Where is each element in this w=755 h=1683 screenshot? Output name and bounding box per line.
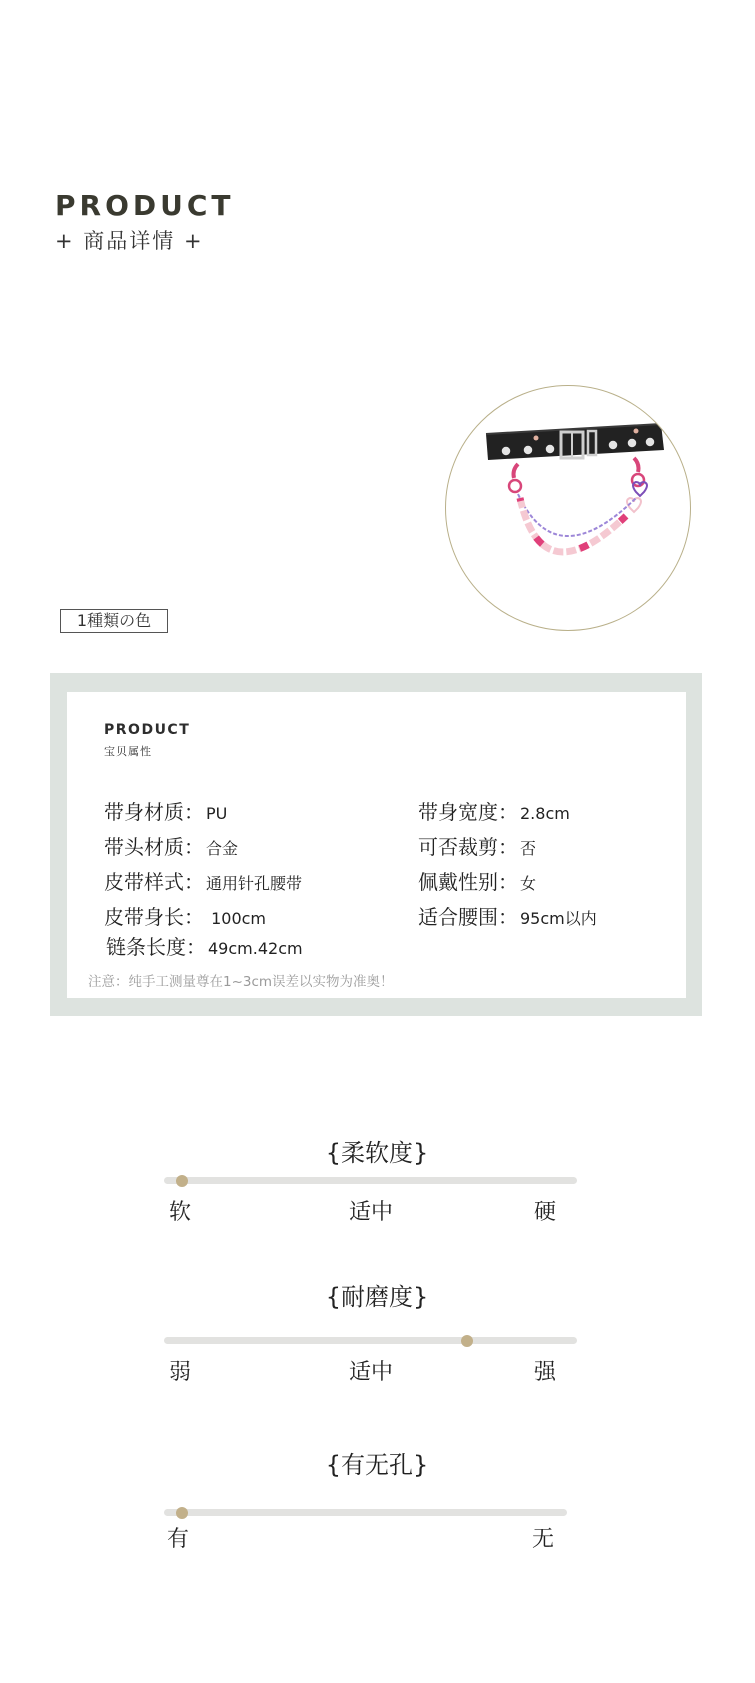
spec-label: 皮带样式： bbox=[104, 870, 204, 894]
spec-value: 合金 bbox=[206, 839, 239, 858]
spec-row bbox=[106, 935, 303, 961]
holes-track bbox=[164, 1509, 567, 1516]
scale-label-low: 弱 bbox=[169, 1360, 192, 1385]
spec-row bbox=[104, 800, 227, 826]
spec-label: 佩戴性别： bbox=[418, 870, 518, 894]
scale-label-no: 无 bbox=[532, 1527, 555, 1552]
spec-label: 带身宽度： bbox=[418, 800, 518, 824]
spec-value: 49cm.42cm bbox=[208, 939, 303, 958]
scale-label-high: 强 bbox=[534, 1360, 557, 1385]
spec-label: 皮带身长： bbox=[104, 905, 204, 929]
spec-row bbox=[418, 800, 570, 826]
spec-value: 100cm bbox=[206, 909, 267, 928]
spec-label: 带身材质： bbox=[104, 800, 204, 824]
spec-row bbox=[418, 870, 536, 896]
spec-value: 95cm以内 bbox=[520, 909, 597, 928]
measurement-note: 注意：纯手工测量尊在1~3cm误差以实物为准奥！ bbox=[88, 974, 394, 990]
holes-indicator bbox=[176, 1507, 188, 1519]
spec-row bbox=[418, 905, 597, 931]
abrasion-track bbox=[164, 1337, 577, 1344]
softness-track bbox=[164, 1177, 577, 1184]
specs-title: PRODUCT bbox=[104, 722, 191, 738]
specs-subtitle: 宝贝属性 bbox=[104, 745, 152, 758]
spec-value: 女 bbox=[520, 874, 537, 893]
spec-row bbox=[418, 835, 536, 861]
scale-label-yes: 有 bbox=[167, 1527, 190, 1552]
spec-row bbox=[104, 835, 238, 861]
spec-label: 链条长度： bbox=[106, 935, 206, 959]
scale-label-mid: 适中 bbox=[349, 1200, 394, 1225]
page-subtitle: + 商品详情 + bbox=[55, 229, 204, 253]
color-option-tag[interactable]: 1種類の色 bbox=[60, 609, 168, 633]
spec-label: 带头材质： bbox=[104, 835, 204, 859]
softness-indicator bbox=[176, 1175, 188, 1187]
spec-value: 否 bbox=[520, 839, 537, 858]
spec-row bbox=[104, 870, 302, 896]
abrasion-indicator bbox=[461, 1335, 473, 1347]
abrasion-title: {耐磨度} bbox=[325, 1283, 429, 1311]
spec-row bbox=[104, 905, 266, 931]
spec-value: PU bbox=[206, 804, 228, 823]
spec-value: 通用针孔腰带 bbox=[206, 874, 303, 893]
product-image[interactable] bbox=[445, 385, 691, 631]
spec-value: 2.8cm bbox=[520, 804, 570, 823]
scale-label-mid: 适中 bbox=[349, 1360, 394, 1385]
scale-label-high: 硬 bbox=[534, 1200, 557, 1225]
scale-label-low: 软 bbox=[169, 1200, 192, 1225]
softness-title: {柔软度} bbox=[325, 1139, 429, 1167]
belt-with-chains-image bbox=[446, 386, 690, 630]
spec-label: 可否裁剪： bbox=[418, 835, 518, 859]
page-title: PRODUCT bbox=[55, 189, 235, 222]
holes-title: {有无孔} bbox=[325, 1451, 429, 1479]
spec-label: 适合腰围： bbox=[418, 905, 518, 929]
